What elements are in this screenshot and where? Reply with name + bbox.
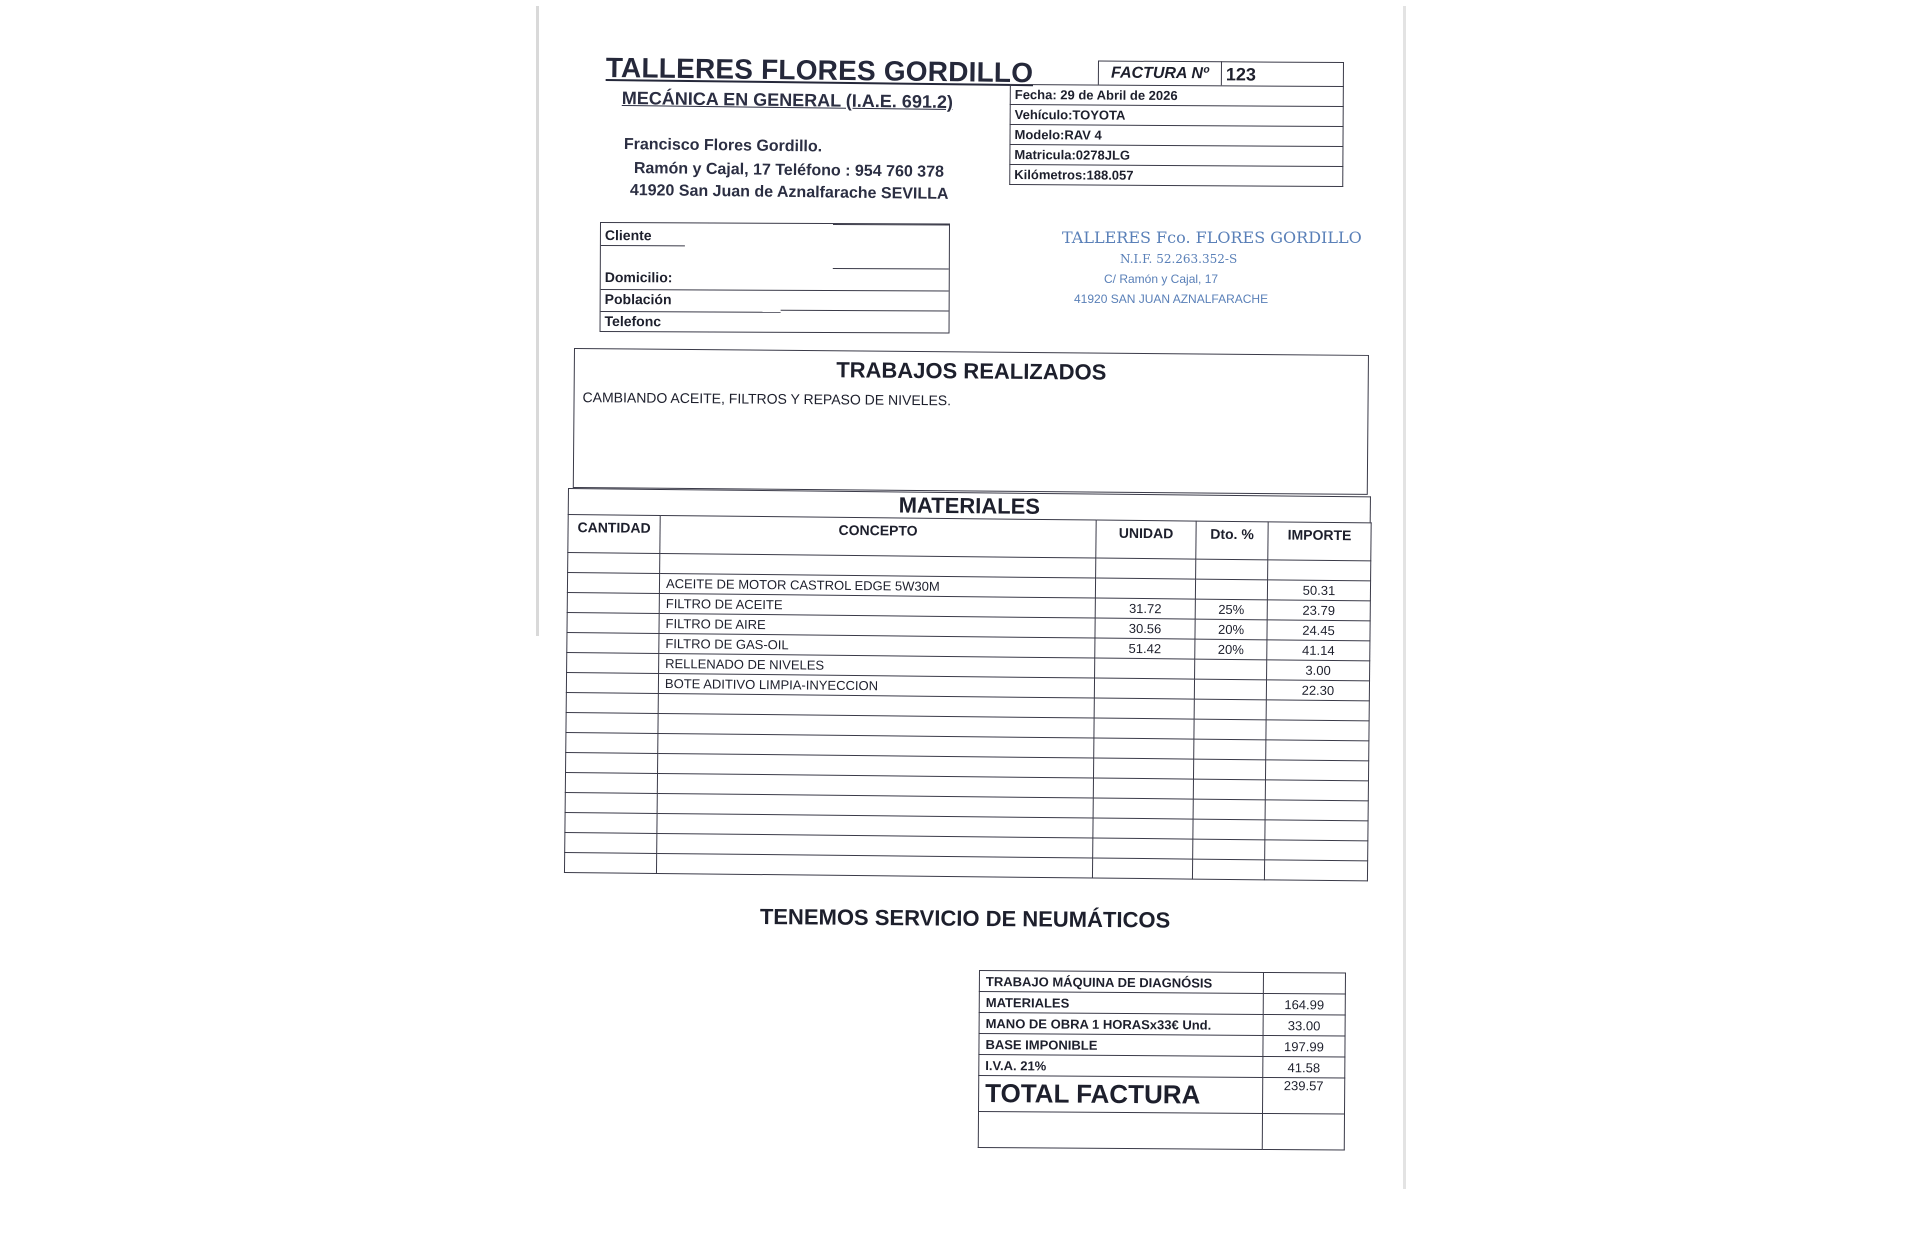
cantidad-cell xyxy=(567,632,659,653)
importe-cell xyxy=(1264,860,1367,881)
fecha-value: 29 de Abril de 2026 xyxy=(1060,87,1178,104)
unidad-cell: 51.42 xyxy=(1095,638,1195,659)
company-subtitle: MECÁNICA EN GENERAL (I.A.E. 691.2) xyxy=(621,88,954,113)
dto-cell xyxy=(1193,779,1265,800)
cantidad-cell xyxy=(566,752,658,773)
dto-cell xyxy=(1194,679,1266,700)
poblacion-label: Población xyxy=(604,291,672,308)
cantidad-cell xyxy=(567,592,659,613)
totals-value xyxy=(1263,972,1345,994)
dto-cell xyxy=(1196,559,1268,580)
concepto-cell: FILTRO DE AIRE xyxy=(659,613,1095,638)
importe-cell xyxy=(1265,840,1368,861)
dto-cell xyxy=(1194,739,1266,760)
importe-cell: 41.14 xyxy=(1267,640,1370,661)
cantidad-cell xyxy=(565,792,657,813)
cantidad-cell xyxy=(565,772,657,793)
company-name: TALLERES FLORES GORDILLO xyxy=(605,52,1034,89)
importe-cell xyxy=(1266,740,1369,761)
materials-title: MATERIALES xyxy=(568,488,1371,522)
matricula-value: 0278JLG xyxy=(1075,147,1131,163)
invoice-modelo-row xyxy=(1010,125,1343,147)
unidad-cell xyxy=(1095,578,1195,599)
modelo-label: Modelo: xyxy=(1014,127,1065,143)
importe-cell xyxy=(1265,760,1368,781)
cantidad-cell xyxy=(564,852,656,873)
importe-cell xyxy=(1265,820,1368,841)
stamp-line-3: C/ Ramón y Cajal, 17 xyxy=(1104,272,1219,286)
concepto-cell: FILTRO DE ACEITE xyxy=(659,593,1095,618)
cantidad-cell xyxy=(566,692,658,713)
cantidad-cell xyxy=(566,732,658,753)
neumaticos-notice: TENEMOS SERVICIO DE NEUMÁTICOS xyxy=(759,904,1171,933)
dto-cell xyxy=(1193,799,1265,820)
invoice-number-label: FACTURA Nº xyxy=(1098,61,1222,86)
cantidad-cell xyxy=(565,812,657,833)
unidad-cell xyxy=(1094,718,1194,739)
dto-cell: 20% xyxy=(1195,639,1267,660)
importe-cell xyxy=(1265,800,1368,821)
dto-cell xyxy=(1194,699,1266,720)
unidad-cell xyxy=(1094,678,1194,699)
column-header-dto: Dto. % xyxy=(1196,521,1268,560)
cantidad-cell xyxy=(567,652,659,673)
company-city: 41920 San Juan de Aznalfarache SEVILLA xyxy=(629,182,949,203)
totals-label: TRABAJO MÁQUINA DE DIAGNÓSIS xyxy=(979,971,1263,994)
works-box xyxy=(573,348,1369,495)
invoice-fecha-row xyxy=(1010,85,1343,107)
unidad-cell xyxy=(1093,778,1193,799)
company-owner: Francisco Flores Gordillo. xyxy=(623,136,823,156)
unidad-cell xyxy=(1093,758,1193,779)
cantidad-cell xyxy=(566,672,658,693)
kilometros-label: Kilómetros: xyxy=(1014,167,1087,183)
totals-value: 33.00 xyxy=(1263,1014,1345,1036)
vehiculo-value: TOYOTA xyxy=(1072,107,1126,123)
stamp-line-1: TALLERES Fco. FLORES GORDILLO xyxy=(1062,228,1362,247)
materials-table xyxy=(564,514,1372,881)
concepto-cell: FILTRO DE GAS-OIL xyxy=(659,633,1095,658)
importe-cell: 3.00 xyxy=(1267,660,1370,681)
totals-empty-row xyxy=(978,1112,1344,1151)
fecha-label: Fecha: xyxy=(1014,87,1057,103)
dto-cell xyxy=(1193,839,1265,860)
total-factura-label: TOTAL FACTURA xyxy=(979,1076,1263,1114)
client-divider xyxy=(601,245,685,247)
unidad-cell xyxy=(1093,838,1193,859)
concepto-cell xyxy=(656,853,1092,878)
unidad-cell xyxy=(1096,558,1196,579)
cantidad-cell xyxy=(565,832,657,853)
column-header-unidad: UNIDAD xyxy=(1096,520,1196,559)
client-divider xyxy=(833,268,949,270)
dto-cell xyxy=(1194,719,1266,740)
importe-cell xyxy=(1266,700,1369,721)
totals-row xyxy=(979,971,1345,995)
column-header-concepto: CONCEPTO xyxy=(660,515,1096,558)
total-factura-value: 239.57 xyxy=(1263,1077,1345,1114)
importe-cell: 23.79 xyxy=(1267,600,1370,621)
totals-table xyxy=(978,970,1346,1151)
totals-row xyxy=(979,992,1345,1016)
totals-empty-cell xyxy=(978,1112,1262,1150)
totals-value: 164.99 xyxy=(1263,993,1345,1015)
works-title: TRABAJOS REALIZADOS xyxy=(836,357,1107,385)
cantidad-cell xyxy=(567,612,659,633)
kilometros-value: 188.057 xyxy=(1086,167,1134,183)
unidad-cell xyxy=(1092,858,1192,879)
cantidad-cell xyxy=(568,553,660,574)
telefono-label: Telefonc xyxy=(604,313,662,330)
column-header-importe: IMPORTE xyxy=(1268,522,1371,561)
unidad-cell xyxy=(1093,798,1193,819)
totals-row xyxy=(979,1055,1345,1079)
invoice-info-box xyxy=(1009,60,1344,187)
concepto-cell: BOTE ADITIVO LIMPIA-INYECCION xyxy=(658,673,1094,698)
cantidad-cell xyxy=(567,573,659,594)
concepto-cell: ACEITE DE MOTOR CASTROL EDGE 5W30M xyxy=(659,573,1095,598)
importe-cell xyxy=(1265,780,1368,801)
unidad-cell xyxy=(1094,738,1194,759)
importe-cell: 22.30 xyxy=(1266,680,1369,701)
unidad-cell xyxy=(1095,658,1195,679)
invoice-matricula-row xyxy=(1010,145,1343,167)
works-description: CAMBIANDO ACEITE, FILTROS Y REPASO DE NIVELES. xyxy=(582,389,952,409)
client-divider xyxy=(781,310,949,312)
paper-edge-left xyxy=(536,6,539,636)
totals-empty-cell xyxy=(1262,1113,1344,1150)
unidad-cell xyxy=(1094,698,1194,719)
totals-box xyxy=(978,970,1345,1151)
totals-label: I.V.A. 21% xyxy=(979,1055,1263,1078)
client-divider xyxy=(833,224,949,226)
invoice-number: 123 xyxy=(1222,61,1344,86)
dto-cell xyxy=(1195,659,1267,680)
stamp-line-4: 41920 SAN JUAN AZNALFARACHE xyxy=(1074,292,1269,306)
importe-cell xyxy=(1266,720,1369,741)
dto-cell: 20% xyxy=(1195,619,1267,640)
totals-value: 41.58 xyxy=(1263,1056,1345,1078)
totals-value: 197.99 xyxy=(1263,1035,1345,1057)
unidad-cell: 30.56 xyxy=(1095,618,1195,639)
matricula-label: Matricula: xyxy=(1014,147,1076,163)
materials-section xyxy=(564,488,1371,881)
client-box xyxy=(600,222,950,334)
totals-row xyxy=(979,1013,1345,1037)
column-header-cantidad: CANTIDAD xyxy=(568,515,660,554)
dto-cell xyxy=(1193,819,1265,840)
unidad-cell: 31.72 xyxy=(1095,598,1195,619)
invoice-vehiculo-row xyxy=(1010,105,1343,127)
invoice-details-table xyxy=(1009,84,1344,187)
dto-cell xyxy=(1195,579,1267,600)
dto-cell xyxy=(1193,759,1265,780)
totals-label: MANO DE OBRA 1 HORASx33€ Und. xyxy=(979,1013,1263,1036)
importe-cell xyxy=(1268,560,1371,581)
vehiculo-label: Vehículo: xyxy=(1014,107,1073,123)
invoice-kilometros-row xyxy=(1010,165,1343,187)
dto-cell: 25% xyxy=(1195,599,1267,620)
totals-row xyxy=(979,1034,1345,1058)
unidad-cell xyxy=(1093,818,1193,839)
importe-cell: 24.45 xyxy=(1267,620,1370,641)
cantidad-cell xyxy=(566,712,658,733)
company-address: Ramón y Cajal, 17 Teléfono : 954 760 378 xyxy=(633,160,945,181)
paper-edge-right xyxy=(1403,6,1406,1189)
dto-cell xyxy=(1192,859,1264,880)
cliente-label: Cliente xyxy=(604,227,652,244)
modelo-value: RAV 4 xyxy=(1064,127,1102,143)
importe-cell: 50.31 xyxy=(1267,580,1370,601)
totals-label: BASE IMPONIBLE xyxy=(979,1034,1263,1057)
total-factura-row xyxy=(979,1076,1345,1115)
concepto-cell: RELLENADO DE NIVELES xyxy=(659,653,1095,678)
stamp-line-2: N.I.F. 52.263.352-S xyxy=(1120,252,1238,266)
domicilio-label: Domicilio: xyxy=(604,269,673,286)
totals-label: MATERIALES xyxy=(979,992,1263,1015)
